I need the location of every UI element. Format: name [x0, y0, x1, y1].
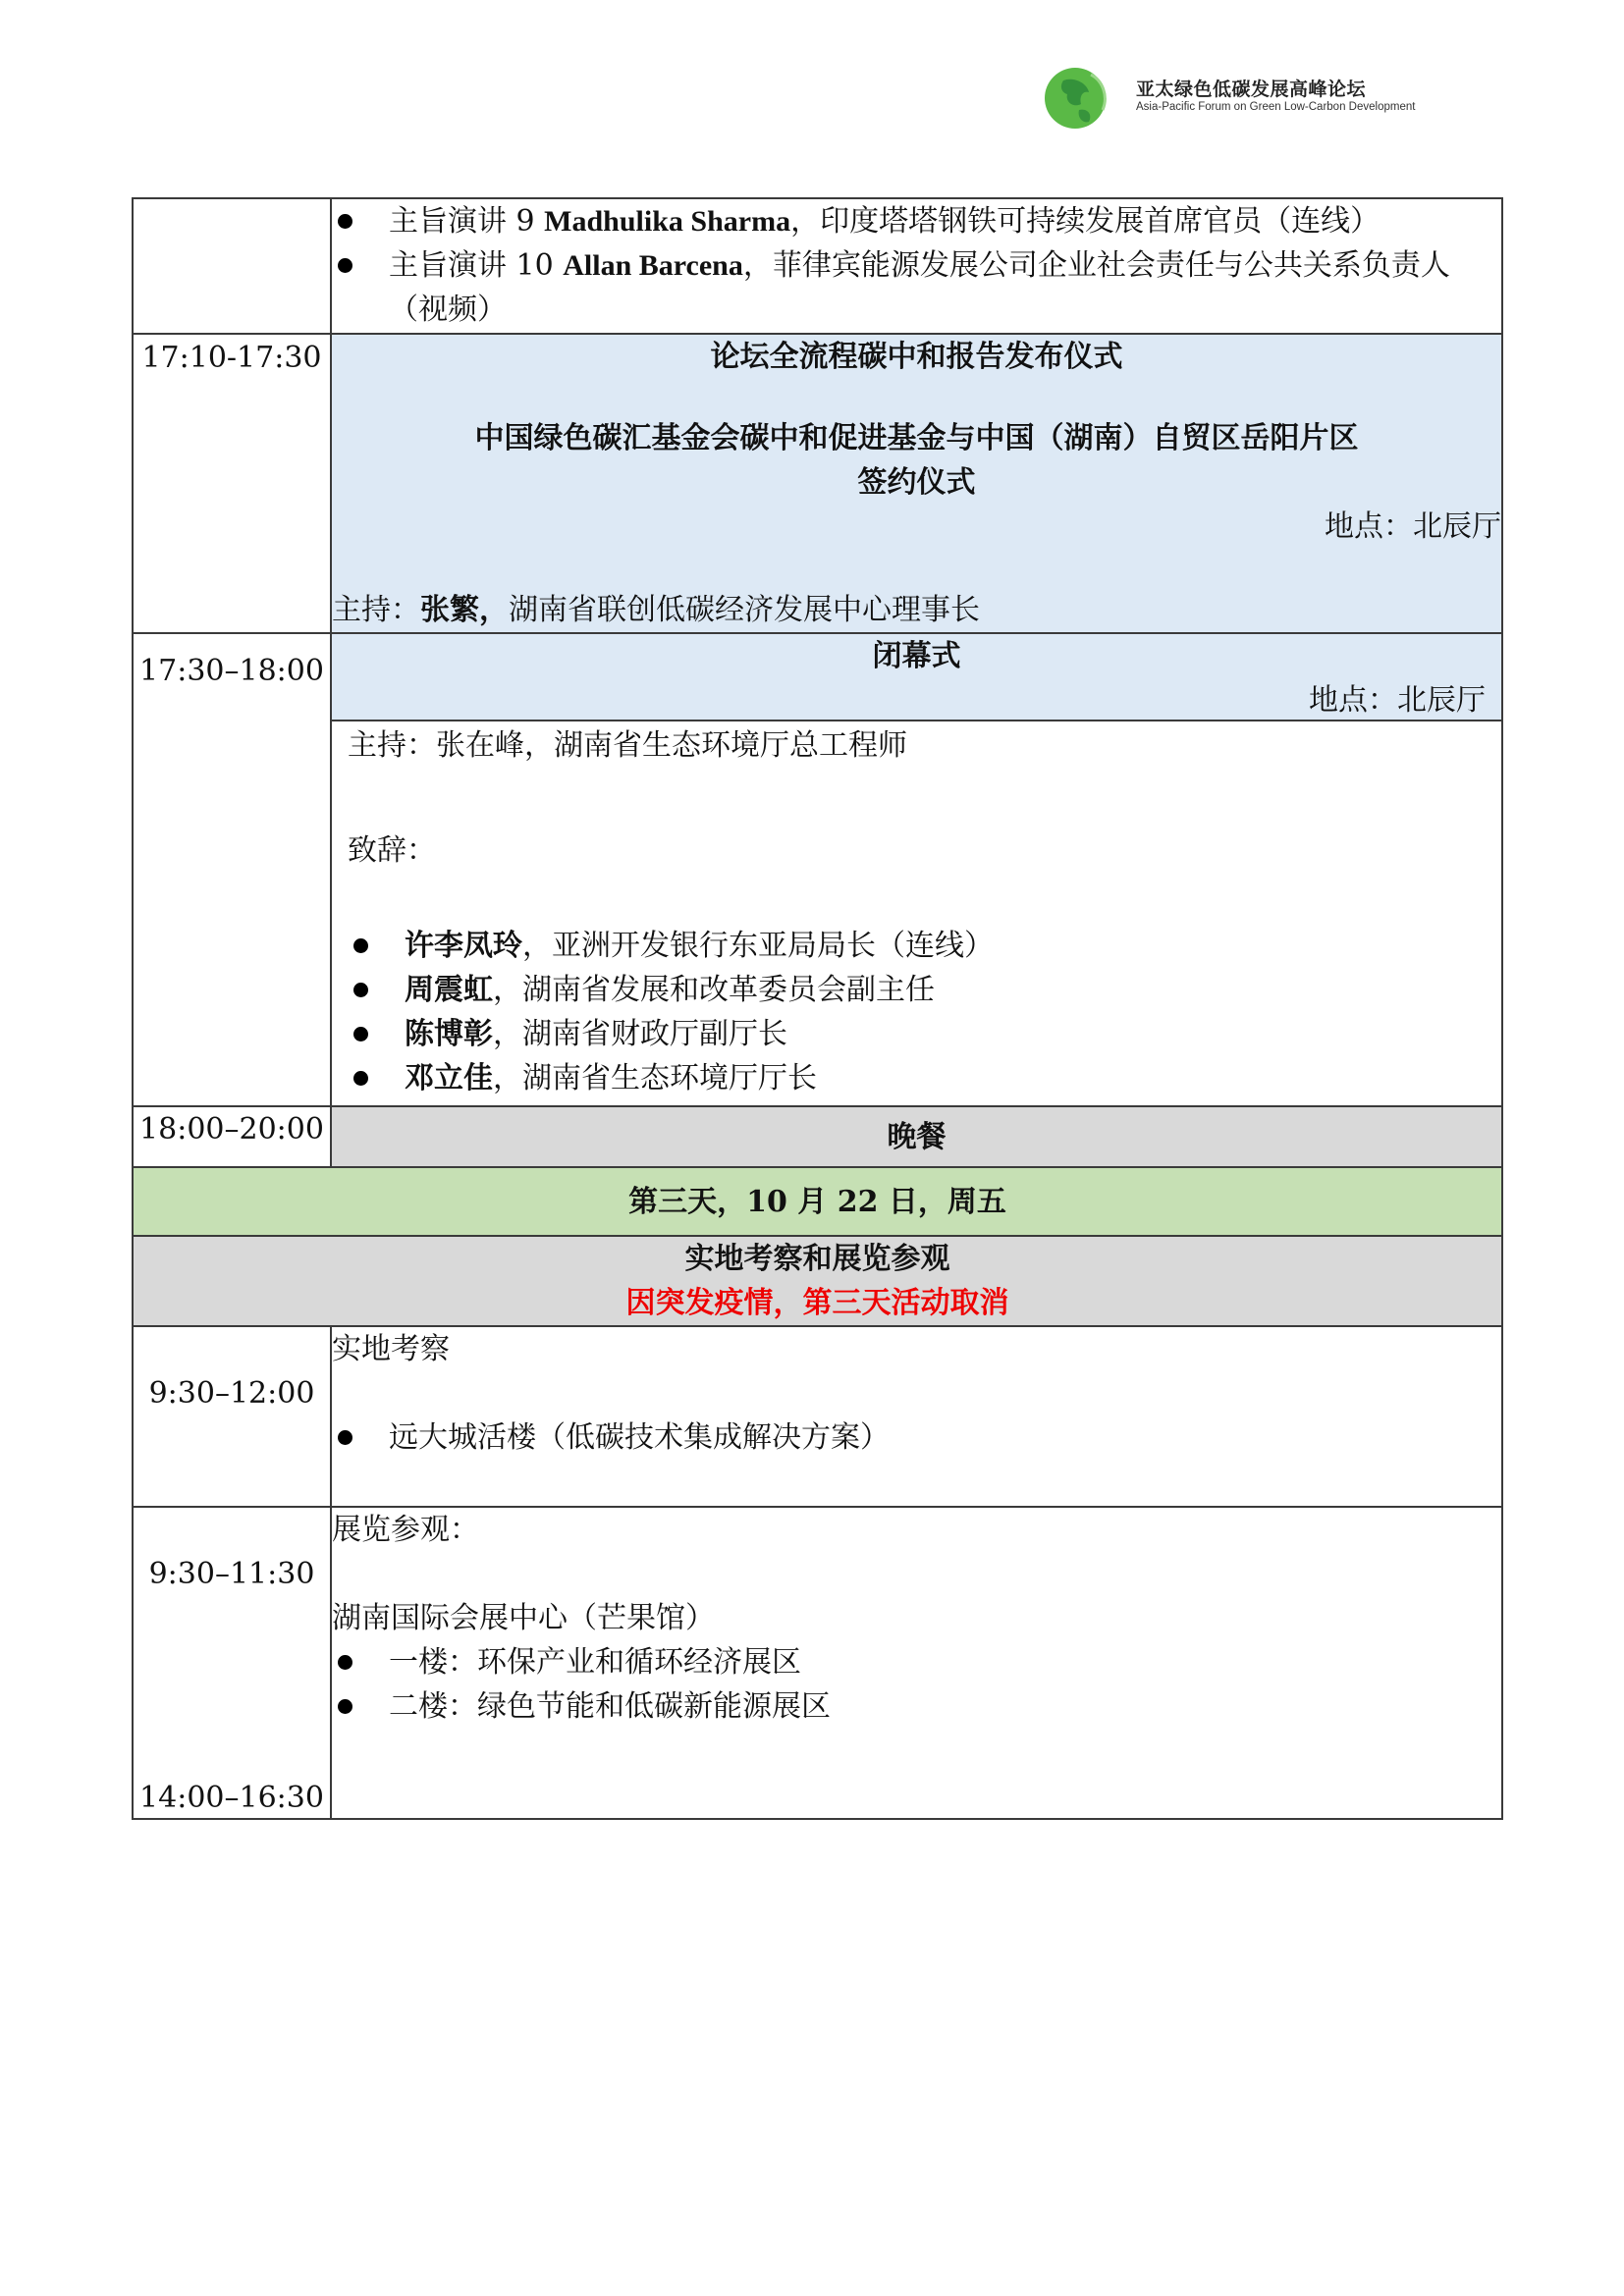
section-title: 实地考察和展览参观 [684, 1242, 950, 1276]
globe-logo-icon [1044, 67, 1107, 130]
day-header: 第三天，10 月 22 日，周五 [133, 1167, 1502, 1236]
exhibition-label: 展览参观： [332, 1513, 479, 1547]
session-title: 论坛全流程碳中和报告发布仪式 [710, 340, 1123, 374]
list-item: 主旨演讲 9 Madhulika Sharma，印度塔塔钢铁可持续发展首席官员（连线） [332, 199, 1501, 243]
table-row [133, 198, 1502, 334]
table-row [133, 334, 1502, 633]
ceremony-cell [331, 334, 1502, 633]
table-row [133, 1106, 1502, 1167]
exhibition-cell [331, 1507, 1502, 1819]
field-visit-label: 实地考察 [332, 1332, 450, 1366]
table-row [133, 633, 1502, 1106]
table-row [133, 1167, 1502, 1236]
list-item: 一楼：环保产业和循环经济展区 [332, 1640, 1501, 1684]
time-cell: 9:30–12:00 [133, 1326, 331, 1507]
table-row [133, 1507, 1502, 1819]
logo-english-name: Asia-Pacific Forum on Green Low-Carbon Development [1136, 101, 1416, 113]
location: 地点：北辰厅 [1309, 683, 1486, 718]
list-item: 主旨演讲 10 Allan Barcena，菲律宾能源发展公司企业社会责任与公共关系负责人（视频） [332, 243, 1501, 332]
time-cell: 17:10-17:30 [133, 334, 331, 633]
speech-label: 致辞： [348, 833, 436, 868]
program-table [132, 197, 1503, 1820]
forum-logo [1044, 63, 1417, 132]
table-row [133, 1326, 1502, 1507]
table-row [133, 1236, 1502, 1326]
list-item: 远大城活楼（低碳技术集成解决方案） [332, 1415, 1501, 1460]
time-afternoon: 14:00–16:30 [139, 1781, 324, 1815]
list-item: 周震虹，湖南省发展和改革委员会副主任 [348, 968, 1486, 1012]
session-title: 闭幕式 [872, 639, 961, 673]
list-item: 陈博彰，湖南省财政厅副厅长 [348, 1012, 1486, 1056]
list-item: 二楼：绿色节能和低碳新能源展区 [332, 1684, 1501, 1729]
time-morning: 9:30–11:30 [148, 1557, 315, 1591]
site-visit-header [133, 1236, 1502, 1326]
list-item: 许李凤玲，亚洲开发银行东亚局局长（连线） [348, 924, 1486, 968]
exhibition-venue: 湖南国际会展中心（芒果馆） [332, 1601, 715, 1635]
speaker-name: Allan Barcena [563, 249, 743, 282]
host-line: 主持：张在峰，湖南省生态环境厅总工程师 [348, 728, 907, 763]
time-cell [133, 198, 331, 334]
time-cell: 17:30–18:00 [133, 633, 331, 1106]
location: 地点：北辰厅 [1325, 509, 1501, 544]
list-item: 邓立佳，湖南省生态环境厅厅长 [348, 1056, 1486, 1100]
closing-ceremony-cell [331, 633, 1502, 1106]
closing-header [332, 634, 1501, 721]
cancellation-notice: 因突发疫情，第三天活动取消 [625, 1286, 1009, 1320]
field-visit-cell [331, 1326, 1502, 1507]
session-title: 签约仪式 [857, 465, 976, 500]
host-line: 主持：张繁，湖南省联创低碳经济发展中心理事长 [332, 593, 980, 627]
keynote-list [331, 198, 1502, 334]
session-title: 中国绿色碳汇基金会碳中和促进基金与中国（湖南）自贸区岳阳片区 [474, 421, 1359, 455]
dinner-title: 晚餐 [331, 1106, 1502, 1167]
time-cell [133, 1507, 331, 1819]
logo-chinese-name: 亚太绿色低碳发展高峰论坛 [1136, 79, 1367, 100]
speaker-name: Madhulika Sharma [544, 205, 791, 238]
time-cell: 18:00–20:00 [133, 1106, 331, 1167]
